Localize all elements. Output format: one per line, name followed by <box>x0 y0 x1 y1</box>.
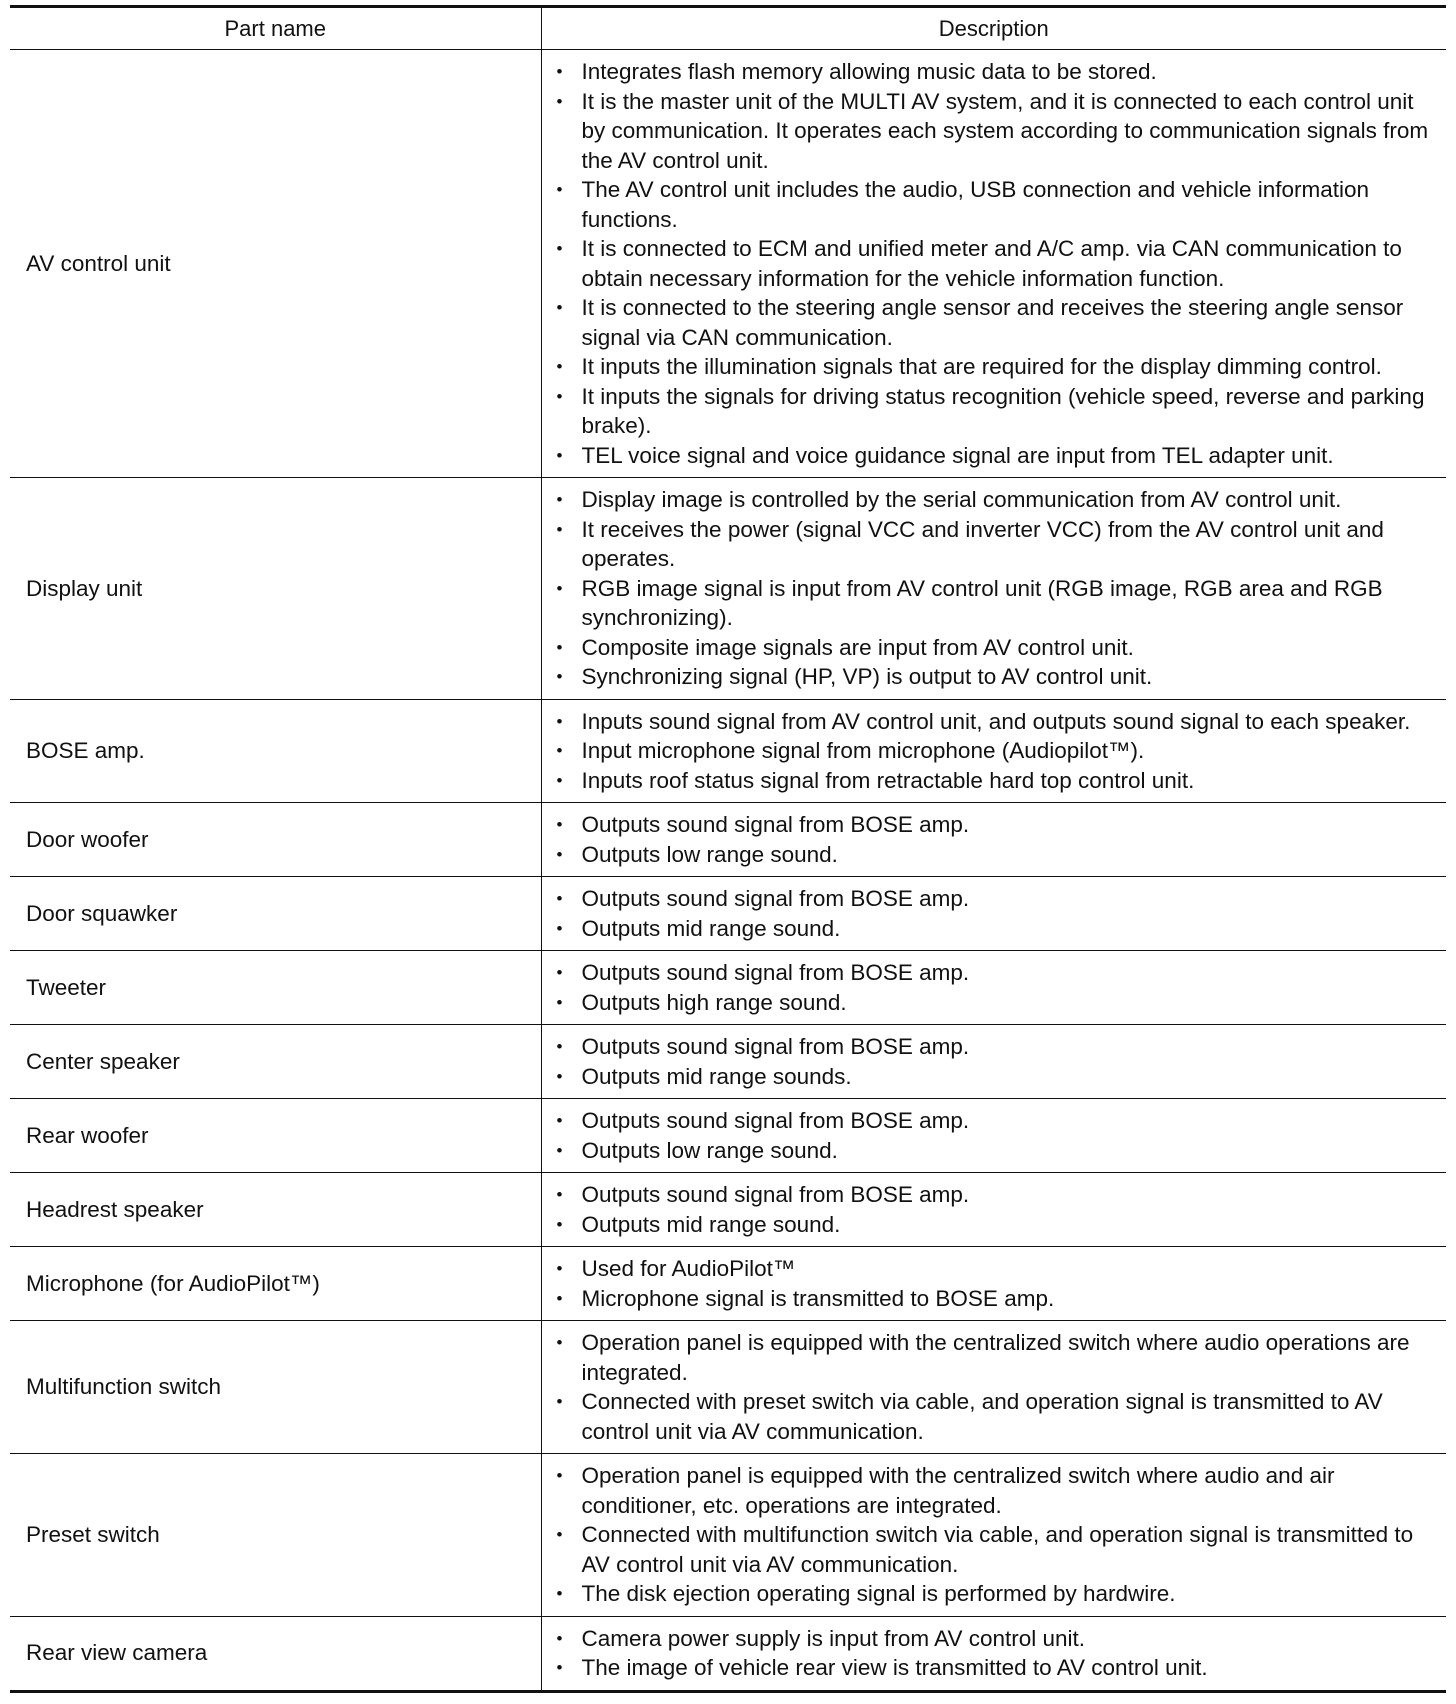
part-name-cell: Center speaker <box>10 1025 541 1099</box>
part-name-cell: Rear view camera <box>10 1616 541 1691</box>
description-list <box>542 707 1437 796</box>
table-row <box>10 1454 1446 1617</box>
table-row <box>10 1247 1446 1321</box>
description-item: • It is the master unit of the MULTI AV system, and it is connected to each control unit by communication. It operates each system according to communication signals from the AV control unit. <box>542 87 1437 176</box>
description-cell <box>541 1025 1446 1099</box>
table-row <box>10 1616 1446 1691</box>
part-name-cell: Microphone (for AudioPilot™) <box>10 1247 541 1321</box>
description-item: • It is connected to ECM and unified meter and A/C amp. via CAN communication to obtain necessary information for the vehicle information function. <box>542 234 1437 293</box>
description-item: • Outputs mid range sound. <box>542 1210 1437 1240</box>
table-row <box>10 951 1446 1025</box>
description-cell <box>541 699 1446 803</box>
table-row <box>10 1173 1446 1247</box>
part-name-cell: Door squawker <box>10 877 541 951</box>
description-item: • The disk ejection operating signal is performed by hardwire. <box>542 1579 1437 1609</box>
part-name-cell: Headrest speaker <box>10 1173 541 1247</box>
part-name-header: Part name <box>10 7 541 50</box>
description-list <box>542 1106 1437 1165</box>
description-item: • Integrates flash memory allowing music data to be stored. <box>542 57 1437 87</box>
description-cell <box>541 1247 1446 1321</box>
description-item: • Outputs low range sound. <box>542 1136 1437 1166</box>
description-list <box>542 1254 1437 1313</box>
description-cell <box>541 1099 1446 1173</box>
description-item: • Outputs sound signal from BOSE amp. <box>542 1180 1437 1210</box>
part-name-cell: Tweeter <box>10 951 541 1025</box>
header-row <box>10 7 1446 50</box>
description-item: • It inputs the signals for driving status recognition (vehicle speed, reverse and parking brake). <box>542 382 1437 441</box>
table-row <box>10 478 1446 700</box>
description-item: • Display image is controlled by the serial communication from AV control unit. <box>542 485 1437 515</box>
description-list <box>542 485 1437 692</box>
description-item: • Operation panel is equipped with the centralized switch where audio and air conditioner, etc. operations are integrated. <box>542 1461 1437 1520</box>
description-item: • It inputs the illumination signals that are required for the display dimming control. <box>542 352 1437 382</box>
description-item: • It receives the power (signal VCC and inverter VCC) from the AV control unit and operates. <box>542 515 1437 574</box>
description-list <box>542 1032 1437 1091</box>
table-row <box>10 803 1446 877</box>
description-item: • Outputs sound signal from BOSE amp. <box>542 1032 1437 1062</box>
part-name-cell: AV control unit <box>10 50 541 478</box>
description-cell <box>541 478 1446 700</box>
parts-description-table <box>10 5 1446 1693</box>
table-row <box>10 50 1446 478</box>
description-cell <box>541 803 1446 877</box>
part-name-cell: Preset switch <box>10 1454 541 1617</box>
description-item: • Outputs mid range sound. <box>542 914 1437 944</box>
description-item: • RGB image signal is input from AV control unit (RGB image, RGB area and RGB synchronizing). <box>542 574 1437 633</box>
description-item: • It is connected to the steering angle sensor and receives the steering angle sensor signal via CAN communication. <box>542 293 1437 352</box>
description-list <box>542 1328 1437 1446</box>
description-item: • Inputs roof status signal from retractable hard top control unit. <box>542 766 1437 796</box>
description-item: • Outputs sound signal from BOSE amp. <box>542 810 1437 840</box>
description-list <box>542 1624 1437 1683</box>
description-item: • Microphone signal is transmitted to BOSE amp. <box>542 1284 1437 1314</box>
description-item: • Input microphone signal from microphone (Audiopilot™). <box>542 736 1437 766</box>
table-row <box>10 1099 1446 1173</box>
description-list <box>542 958 1437 1017</box>
description-item: • Outputs high range sound. <box>542 988 1437 1018</box>
description-cell <box>541 1173 1446 1247</box>
description-list <box>542 810 1437 869</box>
table-row <box>10 699 1446 803</box>
description-cell <box>541 1454 1446 1617</box>
part-name-cell: Door woofer <box>10 803 541 877</box>
description-item: • Outputs mid range sounds. <box>542 1062 1437 1092</box>
description-item: • TEL voice signal and voice guidance signal are input from TEL adapter unit. <box>542 441 1437 471</box>
description-item: • Composite image signals are input from AV control unit. <box>542 633 1437 663</box>
table-row <box>10 877 1446 951</box>
description-item: • Outputs low range sound. <box>542 840 1437 870</box>
part-name-cell: BOSE amp. <box>10 699 541 803</box>
description-cell <box>541 50 1446 478</box>
table-body <box>10 50 1446 1692</box>
description-item: • Used for AudioPilot™ <box>542 1254 1437 1284</box>
description-item: • Connected with preset switch via cable, and operation signal is transmitted to AV control unit via AV communication. <box>542 1387 1437 1446</box>
description-item: • Operation panel is equipped with the centralized switch where audio operations are integrated. <box>542 1328 1437 1387</box>
description-item: • The AV control unit includes the audio, USB connection and vehicle information functions. <box>542 175 1437 234</box>
description-item: • Outputs sound signal from BOSE amp. <box>542 1106 1437 1136</box>
description-cell <box>541 877 1446 951</box>
description-list <box>542 1461 1437 1609</box>
part-name-cell: Multifunction switch <box>10 1321 541 1454</box>
description-cell <box>541 1321 1446 1454</box>
description-item: • The image of vehicle rear view is transmitted to AV control unit. <box>542 1653 1437 1683</box>
description-list <box>542 1180 1437 1239</box>
description-cell <box>541 1616 1446 1691</box>
table-row <box>10 1321 1446 1454</box>
part-name-cell: Rear woofer <box>10 1099 541 1173</box>
description-item: • Camera power supply is input from AV control unit. <box>542 1624 1437 1654</box>
description-item: • Inputs sound signal from AV control unit, and outputs sound signal to each speaker. <box>542 707 1437 737</box>
description-list <box>542 57 1437 470</box>
description-item: • Connected with multifunction switch via cable, and operation signal is transmitted to AV control unit via AV communication. <box>542 1520 1437 1579</box>
description-list <box>542 884 1437 943</box>
description-item: • Outputs sound signal from BOSE amp. <box>542 884 1437 914</box>
table-header <box>10 7 1446 50</box>
description-item: • Synchronizing signal (HP, VP) is output to AV control unit. <box>542 662 1437 692</box>
description-cell <box>541 951 1446 1025</box>
description-item: • Outputs sound signal from BOSE amp. <box>542 958 1437 988</box>
description-header: Description <box>541 7 1446 50</box>
table-row <box>10 1025 1446 1099</box>
part-name-cell: Display unit <box>10 478 541 700</box>
